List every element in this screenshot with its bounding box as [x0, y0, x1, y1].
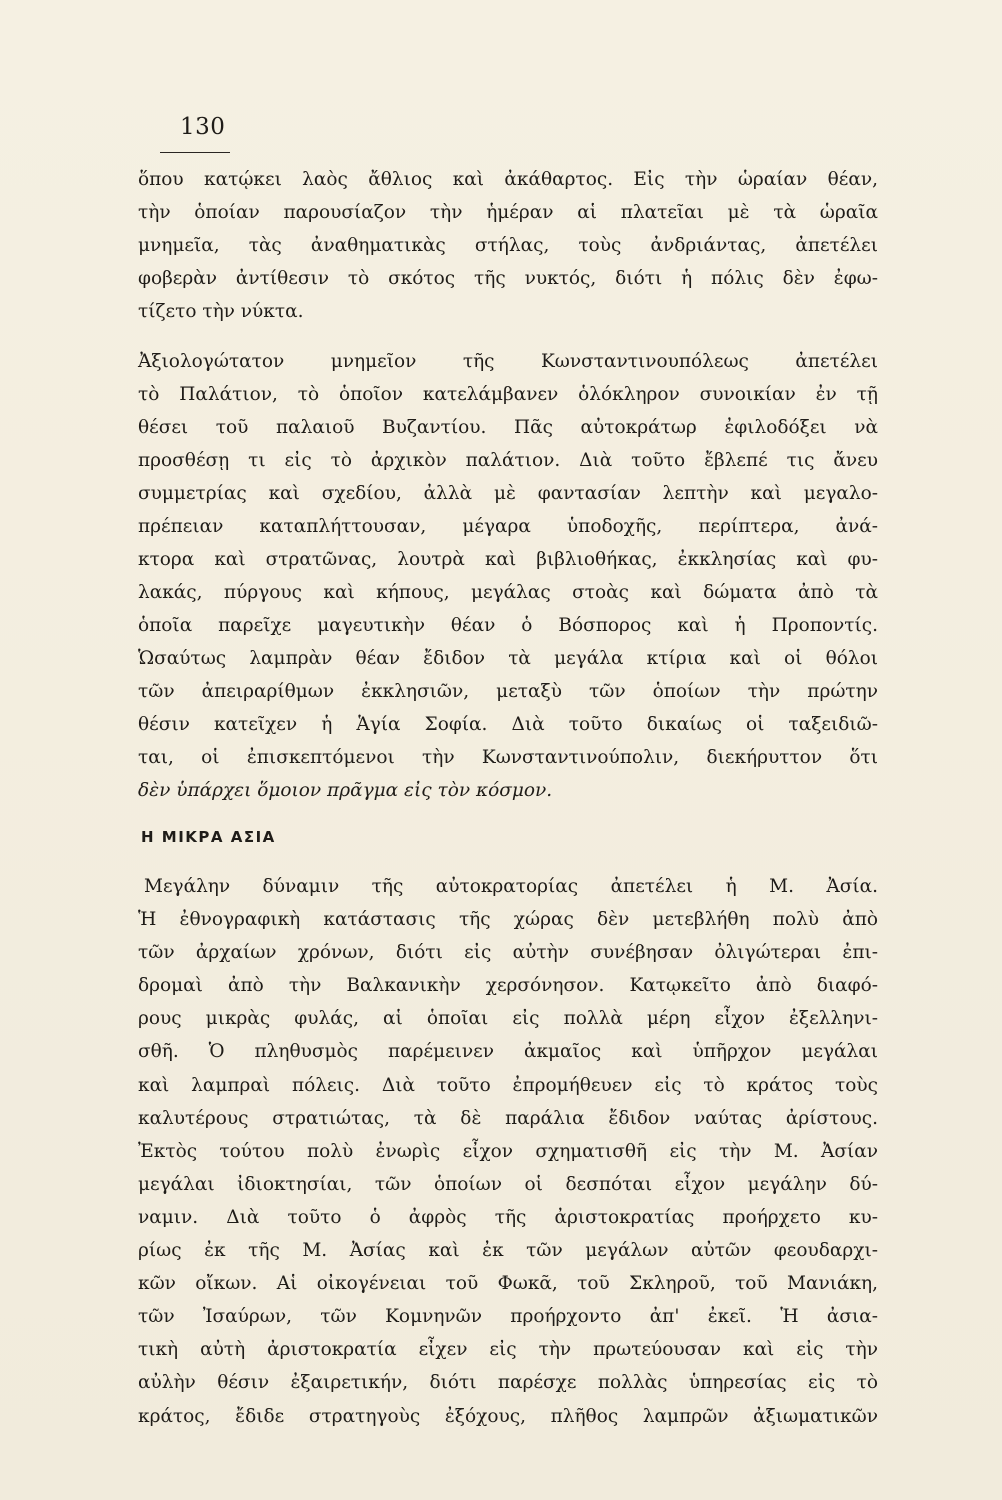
text-line: σθῆ. Ὁ πληθυσμὸς παρέμεινεν ἀκμαῖος καὶ ὑπῆρχον μεγάλαι [138, 1041, 878, 1063]
paragraph-3 [138, 870, 878, 1433]
text-line: τὸ Παλάτιον, τὸ ὁποῖον κατελάμβανεν ὁλόκληρον συνοικίαν ἐν τῇ [138, 384, 878, 405]
text-line: κῶν οἴκων. Αἱ οἰκογένειαι τοῦ Φωκᾶ, τοῦ Σκληροῦ, τοῦ Μανιάκη, [138, 1273, 878, 1295]
text-line: ὅπου κατῴκει λαὸς ἄθλιος καὶ ἀκάθαρτος. Εἰς τὴν ὡραίαν θέαν, [138, 169, 878, 190]
text-line: τῶν ἀπειραρίθμων ἐκκλησιῶν, μεταξὺ τῶν ὁποίων τὴν πρώτην [138, 681, 878, 702]
text-line: καὶ λαμπραὶ πόλεις. Διὰ τοῦτο ἐπρομήθευεν εἰς τὸ κράτος τοὺς [138, 1074, 878, 1096]
text-line: πρέπειαν καταπλήττουσαν, μέγαρα ὑποδοχῆς, περίπτερα, ἀνά- [138, 516, 878, 537]
text-line: δρομαὶ ἀπὸ τὴν Βαλκανικὴν χερσόνησον. Κατῳκεῖτο ἀπὸ διαφό- [138, 975, 878, 997]
text-line: Ἡ ἐθνογραφικὴ κατάστασις τῆς χώρας δὲν μετεβλήθη πολὺ ἀπὸ [138, 909, 878, 931]
text-line: ται, οἱ ἐπισκεπτόμενοι τὴν Κωνσταντινούπολιν, διεκήρυττον ὅτι [138, 747, 878, 768]
paragraph-2 [138, 345, 878, 807]
page-number-rule [160, 112, 230, 153]
text-line: θέσιν κατεῖχεν ἡ Ἁγία Σοφία. Διὰ τοῦτο δικαίως οἱ ταξειδιῶ- [138, 714, 878, 735]
section-heading: Η ΜΙΚΡΑ ΑΣΙΑ [141, 828, 276, 846]
text-line: ὁποῖα παρεῖχε μαγευτικὴν θέαν ὁ Βόσπορος καὶ ἡ Προποντίς. [138, 615, 878, 636]
text-line: τὴν ὁποίαν παρουσίαζον τὴν ἡμέραν αἱ πλατεῖαι μὲ τὰ ὡραῖα [138, 202, 878, 223]
paragraph-1 [138, 163, 878, 328]
text-line: Ἐκτὸς τούτου πολὺ ἐνωρὶς εἶχον σχηματισθῆ εἰς τὴν Μ. Ἀσίαν [138, 1140, 878, 1162]
text-line: τίζετο τὴν νύκτα. [138, 301, 304, 322]
text-line: τῶν ἀρχαίων χρόνων, διότι εἰς αὐτὴν συνέβησαν ὀλιγώτεραι ἐπι- [138, 942, 878, 964]
text-line: φοβερὰν ἀντίθεσιν τὸ σκότος τῆς νυκτός, διότι ἡ πόλις δὲν ἐφω- [138, 268, 878, 289]
text-line: κράτος, ἔδιδε στρατηγοὺς ἐξόχους, πλῆθος λαμπρῶν ἀξιωματικῶν [138, 1405, 878, 1427]
text-line: ρίως ἐκ τῆς Μ. Ἀσίας καὶ ἐκ τῶν μεγάλων αὐτῶν φεουδαρχι- [138, 1240, 878, 1262]
text-line: λακάς, πύργους καὶ κήπους, μεγάλας στοὰς καὶ δώματα ἀπὸ τὰ [138, 582, 878, 603]
text-line: κτορα καὶ στρατῶνας, λουτρὰ καὶ βιβλιοθήκας, ἐκκλησίας καὶ φυ- [138, 549, 878, 570]
text-line: προσθέσῃ τι εἰς τὸ ἀρχικὸν παλάτιον. Διὰ τοῦτο ἔβλεπέ τις ἄνευ [138, 450, 878, 471]
text-line: συμμετρίας καὶ σχεδίου, ἀλλὰ μὲ φαντασίαν λεπτὴν καὶ μεγαλο- [138, 483, 878, 504]
text-line: μεγάλαι ἰδιοκτησίαι, τῶν ὁποίων οἱ δεσπόται εἶχον μεγάλην δύ- [138, 1173, 878, 1195]
text-line: ναμιν. Διὰ τοῦτο ὁ ἀφρὸς τῆς ἀριστοκρατίας προήρχετο κυ- [138, 1206, 878, 1228]
italic-quote-line: δὲν ὑπάρχει ὅμοιον πρᾶγμα εἰς τὸν κόσμον. [138, 780, 553, 801]
text-line: καλυτέρους στρατιώτας, τὰ δὲ παράλια ἔδιδον ναύτας ἀρίστους. [138, 1107, 878, 1129]
text-line: τῶν Ἰσαύρων, τῶν Κομνηνῶν προήρχοντο ἀπ' ἐκεῖ. Ἡ ἀσια- [138, 1306, 878, 1328]
text-line: ρους μικρὰς φυλάς, αἱ ὁποῖαι εἰς πολλὰ μέρη εἶχον ἐξελληνι- [138, 1008, 878, 1030]
text-line: Μεγάλην δύναμιν τῆς αὐτοκρατορίας ἀπετέλει ἡ Μ. Ἀσία. [144, 876, 878, 897]
page-number: 130 [180, 114, 226, 140]
text-line: αὐλὴν θέσιν ἐξαιρετικήν, διότι παρέσχε πολλὰς ὑπηρεσίας εἰς τὸ [138, 1372, 878, 1394]
text-line: τικὴ αὐτὴ ἀριστοκρατία εἶχεν εἰς τὴν πρωτεύουσαν καὶ εἰς τὴν [138, 1339, 878, 1361]
text-line: μνημεῖα, τὰς ἀναθηματικὰς στήλας, τοὺς ἀνδριάντας, ἀπετέλει [138, 235, 878, 256]
text-line: Ὡσαύτως λαμπρὰν θέαν ἔδιδον τὰ μεγάλα κτίρια καὶ οἱ θόλοι [138, 648, 878, 669]
text-line: Ἀξιολογώτατον μνημεῖον τῆς Κωνσταντινουπόλεως ἀπετέλει [138, 351, 878, 372]
text-line: θέσει τοῦ παλαιοῦ Βυζαντίου. Πᾶς αὐτοκράτωρ ἐφιλοδόξει νὰ [138, 417, 878, 438]
